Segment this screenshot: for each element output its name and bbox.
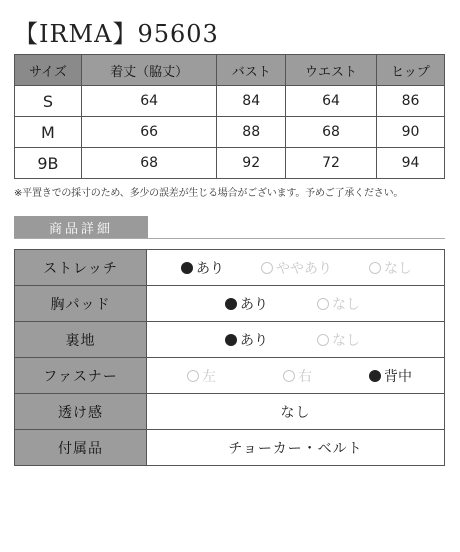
detail-label: 裏地 (15, 322, 147, 358)
length-cell: 64 (81, 86, 217, 117)
waist-cell: 68 (286, 117, 377, 148)
detail-row-stretch (15, 250, 445, 286)
measurement-note: ※平置きでの採寸のため、多少の誤差が生じる場合がございます。予めご了承ください。 (14, 188, 404, 199)
hip-cell: 86 (376, 86, 444, 117)
table-row (15, 86, 445, 117)
waist-cell: 64 (286, 86, 377, 117)
size-cell: S (15, 86, 82, 117)
detail-label: 付属品 (15, 430, 147, 466)
filled-circle-icon (225, 298, 237, 310)
size-table-header-row (15, 55, 445, 86)
option-selected: あり (225, 330, 317, 350)
filled-circle-icon (181, 262, 193, 274)
option-unselected: 左 (187, 366, 283, 386)
empty-circle-icon (187, 370, 199, 382)
section-divider (14, 238, 445, 239)
detail-row-lining (15, 322, 445, 358)
option-unselected: ややあり (261, 258, 369, 278)
bust-cell: 92 (217, 148, 286, 179)
accessories-value: チョーカー・ベルト (147, 430, 445, 466)
detail-label: 透け感 (15, 394, 147, 430)
filled-circle-icon (225, 334, 237, 346)
table-row (15, 117, 445, 148)
detail-row-zipper (15, 358, 445, 394)
details-section-title: 商品詳細 (14, 216, 148, 239)
filled-circle-icon (369, 370, 381, 382)
option-unselected: なし (369, 258, 412, 278)
size-table (14, 54, 445, 179)
hip-cell: 90 (376, 117, 444, 148)
detail-label: 胸パッド (15, 286, 147, 322)
table-row (15, 148, 445, 179)
bust-cell: 88 (217, 117, 286, 148)
option-unselected: なし (317, 294, 360, 314)
waist-header: ウエスト (286, 55, 377, 86)
detail-row-bust-pad (15, 286, 445, 322)
length-cell: 68 (81, 148, 217, 179)
hip-header: ヒップ (376, 55, 444, 86)
detail-label: ストレッチ (15, 250, 147, 286)
bust-header: バスト (217, 55, 286, 86)
size-cell: M (15, 117, 82, 148)
option-unselected: なし (317, 330, 360, 350)
option-selected: あり (225, 294, 317, 314)
size-header: サイズ (15, 55, 82, 86)
option-unselected: 右 (283, 366, 369, 386)
product-title: 【IRMA】95603 (14, 20, 219, 48)
length-header: 着丈（脇丈） (81, 55, 217, 86)
detail-row-accessories (15, 430, 445, 466)
length-cell: 66 (81, 117, 217, 148)
detail-label: ファスナー (15, 358, 147, 394)
hip-cell: 94 (376, 148, 444, 179)
sheerness-value: なし (147, 394, 445, 430)
option-selected: あり (181, 258, 261, 278)
empty-circle-icon (261, 262, 273, 274)
empty-circle-icon (317, 334, 329, 346)
size-cell: 9B (15, 148, 82, 179)
empty-circle-icon (283, 370, 295, 382)
details-table (14, 249, 445, 466)
bust-cell: 84 (217, 86, 286, 117)
detail-row-sheerness (15, 394, 445, 430)
option-selected: 背中 (369, 366, 412, 386)
waist-cell: 72 (286, 148, 377, 179)
empty-circle-icon (369, 262, 381, 274)
empty-circle-icon (317, 298, 329, 310)
